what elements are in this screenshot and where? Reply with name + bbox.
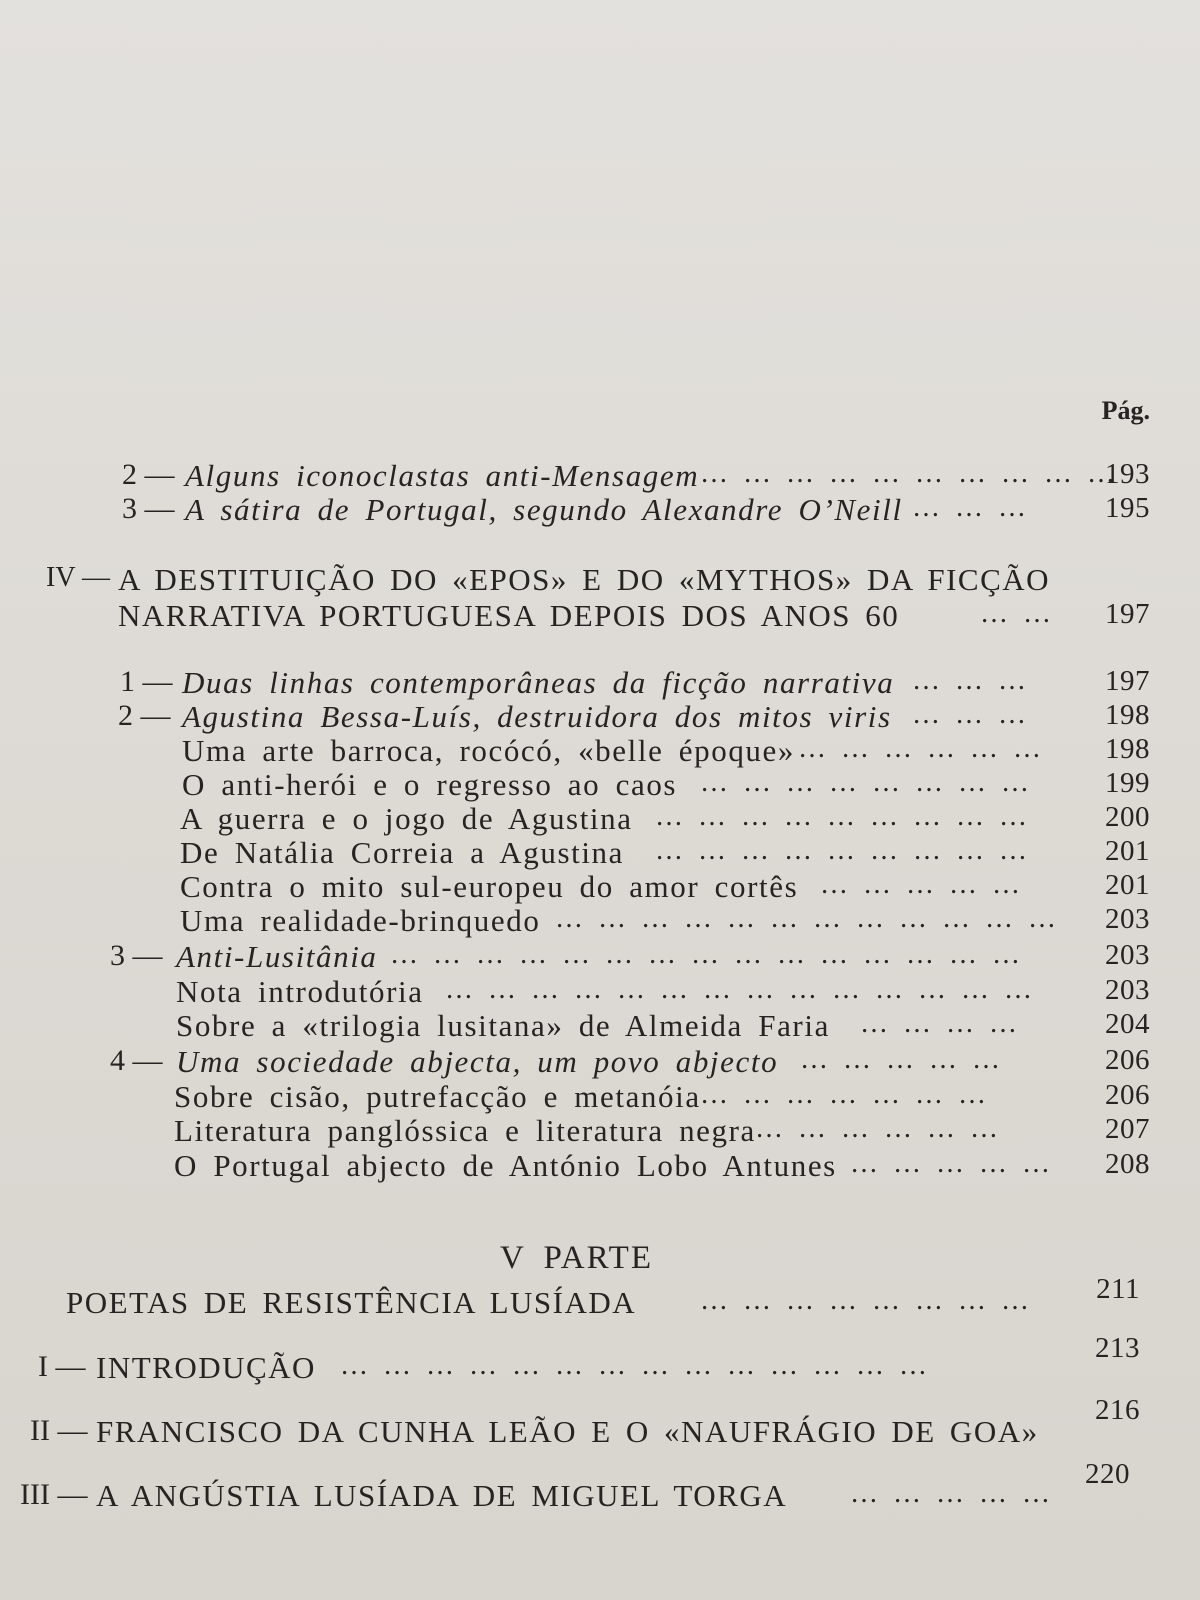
entry-leader: … … … … … … … … … … … … bbox=[555, 903, 1058, 934]
chapter-number: III — bbox=[20, 1478, 88, 1511]
entry-page: 197 bbox=[1105, 665, 1150, 697]
entry-leader: … … … … bbox=[860, 1008, 1019, 1039]
entry-page: 203 bbox=[1105, 974, 1150, 1006]
toc-entry bbox=[0, 939, 1150, 979]
entry-title: De Natália Correia a Agustina bbox=[180, 835, 624, 870]
toc-chapter-heading bbox=[0, 1332, 1140, 1390]
entry-leader: … … … … … … … … … … bbox=[700, 458, 1117, 489]
toc-chapter-heading bbox=[0, 562, 1150, 602]
entry-number: 2 — bbox=[118, 699, 171, 732]
entry-number: 3 — bbox=[122, 492, 175, 525]
entry-title: O anti-herói e o regresso ao caos bbox=[182, 767, 678, 802]
entry-page: 208 bbox=[1105, 1148, 1150, 1180]
entry-page: 198 bbox=[1105, 699, 1150, 731]
entry-title: Contra o mito sul-europeu do amor cortês bbox=[180, 869, 799, 904]
chapter-title: FRANCISCO DA CUNHA LEÃO E O «NAUFRÁGIO DE GOA» bbox=[96, 1414, 1039, 1449]
entry-title: A guerra e o jogo de Agustina bbox=[180, 801, 633, 836]
chapter-number: II — bbox=[30, 1414, 88, 1447]
entry-number: 1 — bbox=[120, 665, 173, 698]
entry-page: 201 bbox=[1105, 869, 1150, 901]
entry-page: 220 bbox=[1085, 1458, 1130, 1490]
entry-leader: … … … … … … … … … bbox=[655, 835, 1029, 866]
entry-page: 206 bbox=[1105, 1044, 1150, 1076]
entry-number: 4 — bbox=[110, 1044, 163, 1077]
entry-leader: … … … … … bbox=[820, 869, 1022, 900]
toc-entry bbox=[0, 1044, 1150, 1084]
entry-leader: … … … … … … … … … bbox=[655, 801, 1029, 832]
toc-chapter-heading bbox=[0, 1273, 1140, 1325]
entry-leader: … … … … … bbox=[850, 1148, 1052, 1179]
toc-entry bbox=[0, 903, 1150, 943]
entry-page: 200 bbox=[1105, 801, 1150, 833]
entry-leader: … … … bbox=[912, 665, 1028, 696]
entry-title: Anti-Lusitânia bbox=[176, 939, 378, 974]
entry-page: 216 bbox=[1095, 1394, 1140, 1426]
entry-title: Sobre cisão, putrefacção e metanóia bbox=[174, 1079, 701, 1114]
entry-leader: … … … … … … bbox=[798, 733, 1043, 764]
entry-leader: … … … … … … … … bbox=[700, 767, 1031, 798]
part-heading: V PARTE bbox=[500, 1240, 653, 1276]
toc-entry bbox=[0, 1113, 1150, 1153]
entry-page: 211 bbox=[1096, 1273, 1140, 1305]
entry-page: 201 bbox=[1105, 835, 1150, 867]
entry-page: 197 bbox=[1105, 598, 1150, 630]
entry-page: 195 bbox=[1105, 492, 1150, 524]
entry-title: Duas linhas contemporâneas da ficção narrativa bbox=[182, 665, 895, 700]
page-column-label: Pág. bbox=[1101, 396, 1150, 425]
toc-entry bbox=[0, 1008, 1150, 1048]
entry-page: 203 bbox=[1105, 939, 1150, 971]
entry-leader: … … … … … … … … … … … … … … … bbox=[390, 939, 1022, 970]
entry-page: 193 bbox=[1105, 458, 1150, 490]
chapter-title: A DESTITUIÇÃO DO «EPOS» E DO «MYTHOS» DA FICÇÃO bbox=[118, 562, 1051, 597]
chapter-title: NARRATIVA PORTUGUESA DEPOIS DOS ANOS 60 bbox=[118, 598, 900, 633]
entry-leader: … … bbox=[980, 598, 1053, 629]
entry-page: 207 bbox=[1105, 1113, 1150, 1145]
entry-page: 199 bbox=[1105, 767, 1150, 799]
entry-title: Literatura panglóssica e literatura negra bbox=[174, 1113, 756, 1148]
entry-title: Nota introdutória bbox=[176, 974, 424, 1009]
entry-title: A sátira de Portugal, segundo Alexandre O’Neill bbox=[185, 492, 903, 527]
entry-title: Sobre a «trilogia lusitana» de Almeida Faria bbox=[176, 1008, 830, 1043]
entry-leader: … … … … … … bbox=[755, 1113, 1000, 1144]
toc-chapter-heading bbox=[0, 1394, 1140, 1454]
entry-title: Uma sociedade abjecta, um povo abjecto bbox=[176, 1044, 779, 1079]
entry-number: 2 — bbox=[122, 458, 175, 491]
entry-page: 204 bbox=[1105, 1008, 1150, 1040]
entry-leader: … … … … … bbox=[850, 1478, 1052, 1509]
entry-title: Alguns iconoclastas anti-Mensagem bbox=[185, 458, 700, 493]
entry-leader: … … … … … … … … bbox=[700, 1285, 1031, 1316]
entry-page: 206 bbox=[1105, 1079, 1150, 1111]
chapter-number: I — bbox=[38, 1350, 86, 1383]
entry-number: 3 — bbox=[110, 939, 163, 972]
chapter-number: IV — bbox=[46, 562, 111, 593]
entry-page: 198 bbox=[1105, 733, 1150, 765]
entry-page: 203 bbox=[1105, 903, 1150, 935]
chapter-title: POETAS DE RESISTÊNCIA LUSÍADA bbox=[66, 1285, 637, 1320]
toc-entry bbox=[0, 492, 1150, 532]
entry-title: O Portugal abjecto de António Lobo Antunes bbox=[174, 1148, 837, 1183]
entry-leader: … … … … … bbox=[800, 1044, 1002, 1075]
entry-title: Uma realidade-brinquedo bbox=[180, 903, 541, 938]
chapter-title: A ANGÚSTIA LUSÍADA DE MIGUEL TORGA bbox=[96, 1478, 788, 1513]
entry-leader: … … … … … … … … … … … … … … bbox=[445, 974, 1034, 1005]
entry-leader: … … … … … … … … … … … … … … bbox=[340, 1350, 929, 1381]
entry-title: Uma arte barroca, rocócó, «belle époque» bbox=[182, 733, 795, 768]
entry-page: 213 bbox=[1095, 1332, 1140, 1364]
toc-entry bbox=[0, 1148, 1150, 1188]
entry-leader: … … … bbox=[912, 492, 1028, 523]
toc-chapter-heading bbox=[0, 1458, 1130, 1518]
chapter-title: INTRODUÇÃO bbox=[96, 1350, 316, 1385]
entry-leader: … … … … … … … bbox=[700, 1079, 988, 1110]
entry-leader: … … … bbox=[912, 699, 1028, 730]
toc-chapter-heading bbox=[0, 598, 1150, 638]
entry-title: Agustina Bessa-Luís, destruidora dos mitos viris bbox=[182, 699, 892, 734]
